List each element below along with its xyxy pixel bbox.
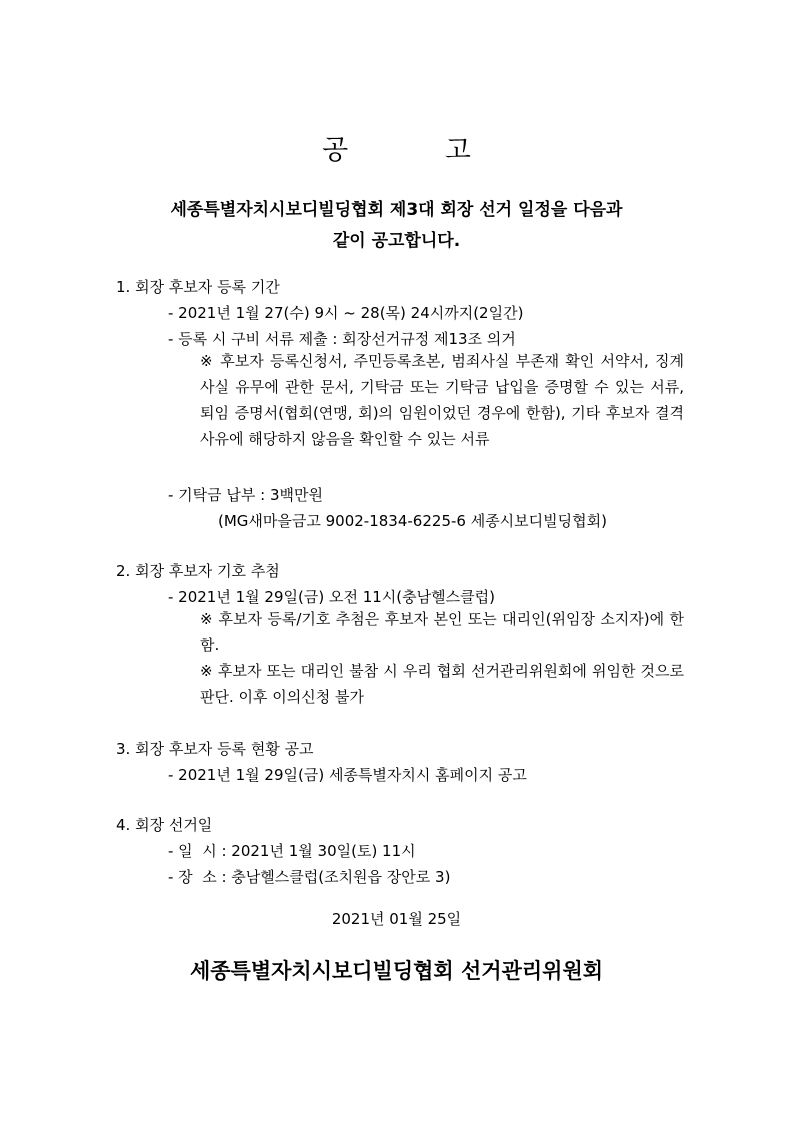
section-1-account: (MG새마을금고 9002-1834-6225-6 세종시보디빌딩협회) bbox=[218, 512, 607, 530]
section-1-deposit: - 기탁금 납부 : 3백만원 bbox=[168, 486, 324, 504]
section-2-heading: 2. 회장 후보자 기호 추첨 bbox=[116, 562, 280, 580]
issuer-signature: 세종특별자치시보디빌딩협회 선거관리위원회 bbox=[189, 959, 604, 983]
section-3-heading: 3. 회장 후보자 등록 현황 공고 bbox=[116, 740, 314, 758]
section-2-item-1: - 2021년 1월 29일(금) 오전 11시(충남헬스클럽) bbox=[168, 588, 495, 606]
section-2-note-2: ※ 후보자 또는 대리인 불참 시 우리 협회 선거관리위원회에 위임한 것으로 판단. 이후 이의신청 불가 bbox=[200, 662, 684, 706]
section-3-item-1: - 2021년 1월 29일(금) 세종특별자치시 홈페이지 공고 bbox=[168, 766, 527, 784]
intro-line-2: 같이 공고합니다. bbox=[332, 231, 461, 251]
section-1-heading: 1. 회장 후보자 등록 기간 bbox=[116, 278, 280, 296]
notice-date: 2021년 01월 25일 bbox=[331, 910, 462, 928]
page-title: 공 고 bbox=[322, 135, 515, 166]
section-1-note: ※ 후보자 등록신청서, 주민등록초본, 범죄사실 부존재 확인 서약서, 징계사실 유무에 관한 문서, 기탁금 또는 기탁금 납입을 증명할 수 있는 서류, 퇴임 증명서(협회(연맹, 회)의 임원이었던 경우에 한함), 기타 후보자 결격사유에 해당하지 않음을 확인할 수 있는 서류 bbox=[200, 352, 684, 448]
section-4-heading: 4. 회장 선거일 bbox=[116, 816, 213, 834]
section-1-item-1: - 2021년 1월 27(수) 9시 ~ 28(목) 24시까지(2일간) bbox=[168, 304, 524, 322]
section-4-item-2: - 장 소 : 충남헬스클럽(조치원읍 장안로 3) bbox=[168, 868, 451, 886]
intro-line-1: 세종특별자치시보디빌딩협회 제3대 회장 선거 일정을 다음과 bbox=[170, 200, 623, 220]
section-4-item-1: - 일 시 : 2021년 1월 30일(토) 11시 bbox=[168, 842, 416, 860]
section-2-note-1: ※ 후보자 등록/기호 추첨은 후보자 본인 또는 대리인(위임장 소지자)에 한함. bbox=[200, 610, 684, 654]
section-1-item-2: - 등록 시 구비 서류 제출 : 회장선거규정 제13조 의거 bbox=[168, 330, 516, 348]
